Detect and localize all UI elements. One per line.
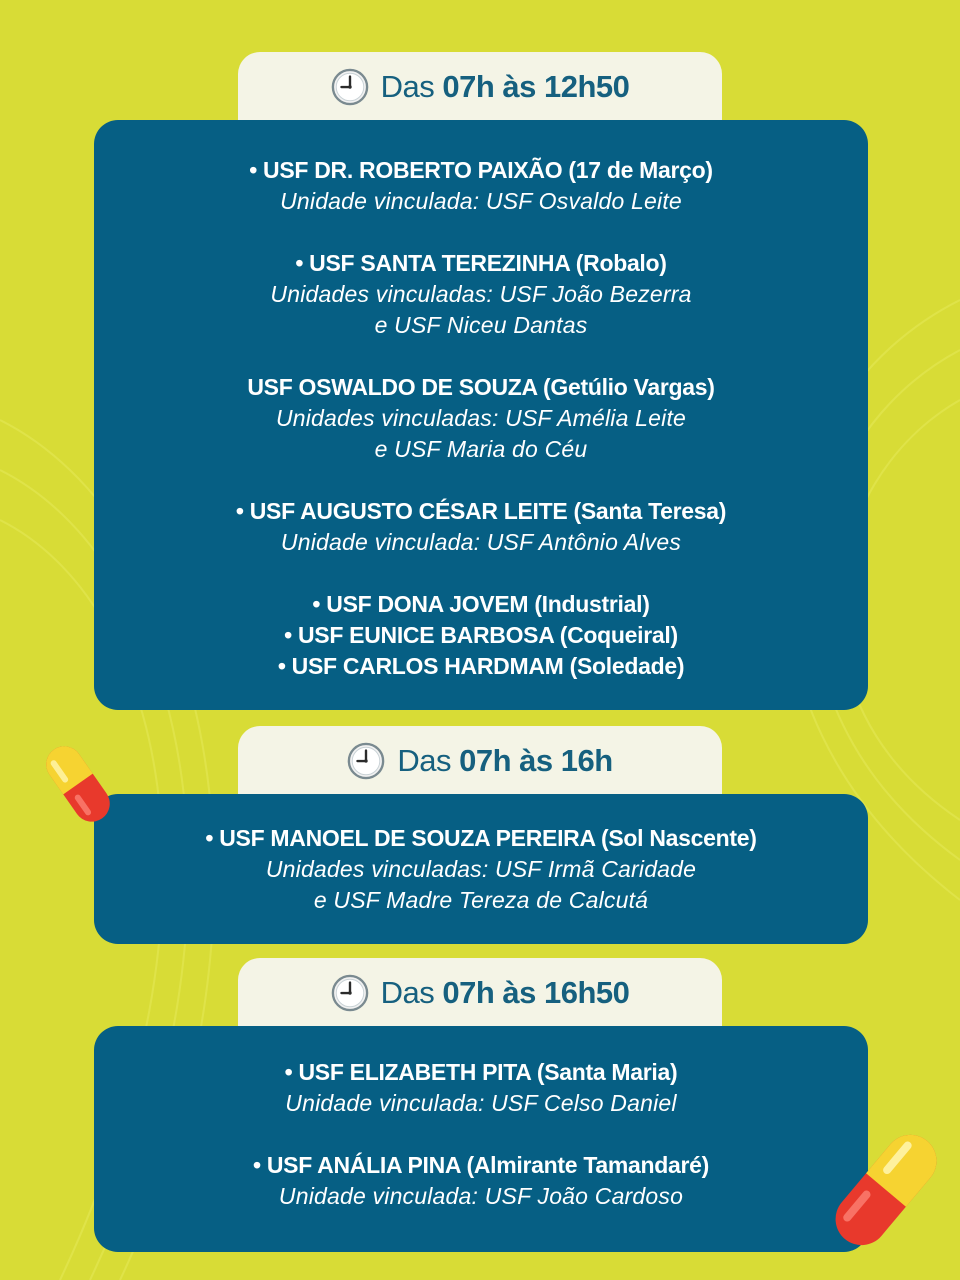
unit-details: Unidade vinculada: USF Antônio Alves (280, 529, 682, 555)
unit-title: • USF ELIZABETH PITA (Santa Maria) (284, 1059, 678, 1085)
unit-title: • USF AUGUSTO CÉSAR LEITE (Santa Teresa) (235, 498, 727, 524)
unit-title: • USF DR. ROBERTO PAIXÃO (17 de Março) (249, 157, 713, 183)
unit-title: USF OSWALDO DE SOUZA (Getúlio Vargas) (247, 374, 715, 400)
unit-details: e USF Madre Tereza de Calcutá (313, 887, 649, 913)
unit-title: • USF CARLOS HARDMAM (Soledade) (277, 653, 685, 679)
schedule-card-1 (94, 120, 868, 710)
schedule-card-2 (94, 794, 868, 944)
unit-entry (94, 496, 868, 558)
unit-title: • USF MANOEL DE SOUZA PEREIRA (Sol Nascente) (205, 825, 757, 851)
unit-details: Unidades vinculadas: USF Amélia Leite (275, 405, 687, 431)
unit-details: Unidade vinculada: USF João Cardoso (278, 1183, 684, 1209)
unit-title: • USF EUNICE BARBOSA (Coqueiral) (284, 622, 678, 648)
unit-entry (94, 248, 868, 341)
unit-title: • USF ANÁLIA PINA (Almirante Tamandaré) (253, 1152, 709, 1178)
unit-entry (94, 1057, 868, 1119)
unit-entry (94, 823, 868, 916)
time-range-label: Das 07h às 16h50 (380, 975, 630, 1010)
unit-details: Unidade vinculada: USF Osvaldo Leite (280, 188, 682, 214)
unit-entry (94, 372, 868, 465)
unit-entry (94, 155, 868, 217)
time-range-label: Das 07h às 12h50 (380, 69, 630, 104)
unit-details: e USF Niceu Dantas (374, 312, 588, 338)
time-range-label: Das 07h às 16h (397, 743, 613, 778)
unit-title: • USF SANTA TEREZINHA (Robalo) (295, 250, 667, 276)
unit-list (94, 589, 868, 682)
unit-title: • USF DONA JOVEM (Industrial) (312, 591, 650, 617)
unit-details: Unidade vinculada: USF Celso Daniel (285, 1090, 677, 1116)
clock-icon (331, 974, 369, 1012)
clock-icon (331, 68, 369, 106)
unit-entry (94, 1150, 868, 1212)
clock-icon (347, 742, 385, 780)
unit-details: e USF Maria do Céu (374, 436, 588, 462)
unit-details: Unidades vinculadas: USF Irmã Caridade (265, 856, 697, 882)
unit-details: Unidades vinculadas: USF João Bezerra (270, 281, 692, 307)
schedule-card-3 (94, 1026, 868, 1252)
